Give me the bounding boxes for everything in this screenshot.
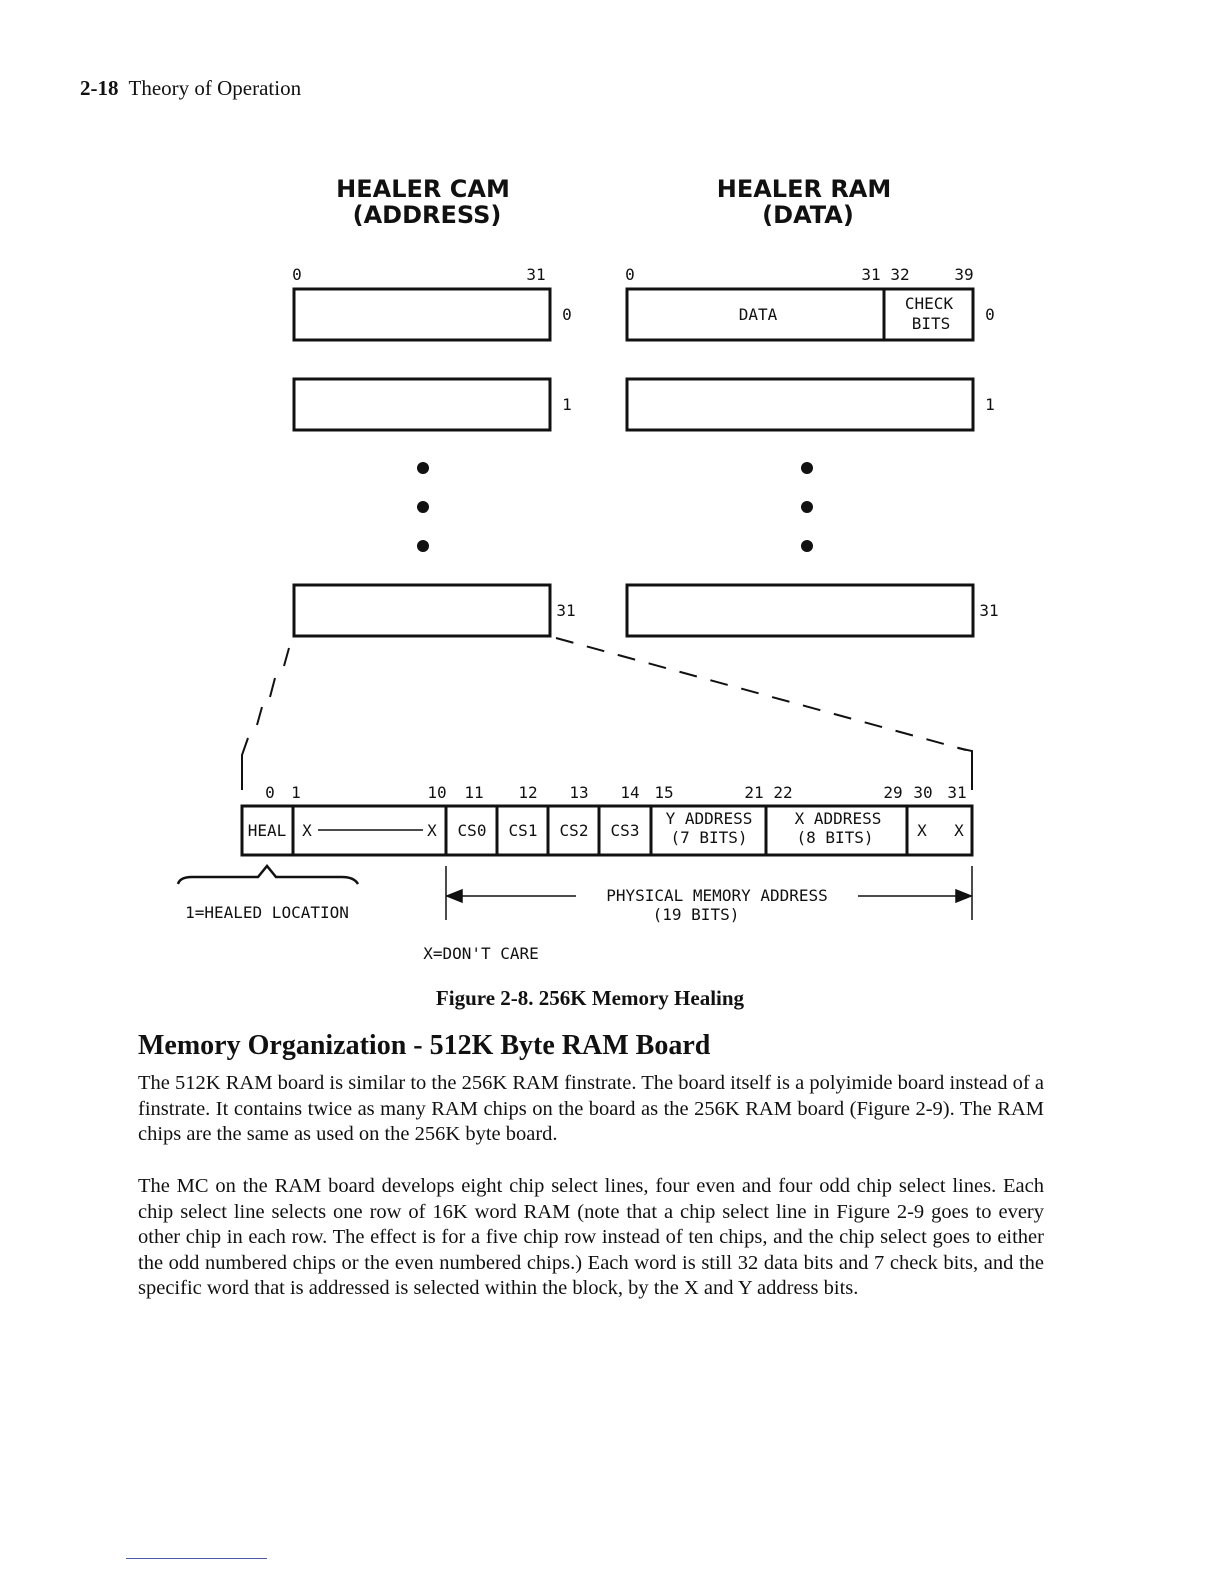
bit-pos-11: 11 xyxy=(464,783,484,802)
field-x-address-line2: (8 BITS) xyxy=(796,828,874,847)
bit-pos-14: 14 xyxy=(620,783,640,802)
bit-pos-31: 31 xyxy=(947,783,967,802)
field-cs0: CS0 xyxy=(457,821,487,840)
footer-rule xyxy=(126,1558,267,1559)
field-x-30: X xyxy=(917,821,927,840)
section-heading: Memory Organization - 512K Byte RAM Board xyxy=(138,1030,711,1061)
expansion-guide-right xyxy=(556,638,966,750)
ram-title-line2: (DATA) xyxy=(762,201,854,229)
healed-brace xyxy=(178,866,358,884)
ram-bit-0: 0 xyxy=(625,265,635,284)
page-number: 2-18 xyxy=(80,76,119,100)
field-y-address-line2: (7 BITS) xyxy=(670,828,748,847)
field-cs3: CS3 xyxy=(610,821,640,840)
cam-title-line2: (ADDRESS) xyxy=(352,201,502,229)
body-paragraph-1: The 512K RAM board is similar to the 256K RAM finstrate. The board itself is a polyimide board instead of a finstrate. It contains twice as many RAM chips on the board as the 256K RAM board (Figure 2-9). The RAM chips are the same as used on the 256K byte board. xyxy=(138,1072,1044,1145)
ram-check-line1: CHECK xyxy=(904,294,954,313)
bit-pos-29: 29 xyxy=(883,783,903,802)
ram-row-label-0: 0 xyxy=(985,305,995,324)
bit-pos-21: 21 xyxy=(744,783,764,802)
ram-ellipsis-dots xyxy=(801,462,813,552)
cam-row-label-0: 0 xyxy=(562,305,572,324)
dont-care-legend: X=DON'T CARE xyxy=(423,944,539,963)
ram-row-label-1: 1 xyxy=(985,395,995,414)
cam-bit-0: 0 xyxy=(292,265,302,284)
bit-pos-13: 13 xyxy=(569,783,589,802)
ram-bit-31: 31 xyxy=(861,265,881,284)
cam-title-line1: HEALER CAM xyxy=(336,175,510,203)
entry-bit-positions xyxy=(265,783,966,802)
bit-pos-30: 30 xyxy=(913,783,933,802)
cam-row-label-1: 1 xyxy=(562,395,572,414)
cam-row-31 xyxy=(294,585,550,636)
ram-title-line1: HEALER RAM xyxy=(716,175,892,203)
ram-data-field: DATA xyxy=(738,305,778,324)
bit-pos-1: 1 xyxy=(291,783,301,802)
cam-bit-31: 31 xyxy=(526,265,546,284)
figure-caption: Figure 2-8. 256K Memory Healing xyxy=(435,986,745,1010)
cam-ellipsis-dots xyxy=(417,462,429,552)
ram-row-1 xyxy=(627,379,973,430)
ram-row-31 xyxy=(627,585,973,636)
ram-bit-39: 39 xyxy=(954,265,974,284)
physical-address-line2: (19 BITS) xyxy=(652,905,740,924)
cam-row-0 xyxy=(294,289,550,340)
ram-row-label-31: 31 xyxy=(979,601,999,620)
field-heal: HEAL xyxy=(247,821,287,840)
field-y-address-line1: Y ADDRESS xyxy=(665,809,753,828)
cam-row-1 xyxy=(294,379,550,430)
bit-pos-15: 15 xyxy=(654,783,674,802)
ram-bit-32: 32 xyxy=(890,265,910,284)
field-x-start: X xyxy=(302,821,312,840)
field-x-end: X xyxy=(427,821,437,840)
field-x-31: X xyxy=(954,821,964,840)
bit-pos-22: 22 xyxy=(773,783,793,802)
section-title: Theory of Operation xyxy=(128,76,302,100)
expansion-guide-left xyxy=(242,648,289,790)
bit-pos-10: 10 xyxy=(427,783,447,802)
field-cs1: CS1 xyxy=(508,821,538,840)
healed-location-label: 1=HEALED LOCATION xyxy=(185,903,349,922)
bit-pos-12: 12 xyxy=(518,783,538,802)
ram-check-line2: BITS xyxy=(911,314,951,333)
field-x-address-line1: X ADDRESS xyxy=(794,809,882,828)
field-cs2: CS2 xyxy=(559,821,589,840)
bit-pos-0: 0 xyxy=(265,783,275,802)
cam-entry-format xyxy=(242,806,972,855)
physical-address-line1: PHYSICAL MEMORY ADDRESS xyxy=(606,886,828,905)
cam-row-label-31: 31 xyxy=(556,601,576,620)
body-paragraph-2: The MC on the RAM board develops eight chip select lines, four even and four odd chip select lines. Each chip select line selects one row of 16K word RAM (note that a chip select line in Figure 2-9 goes to every other chip in each row. The effect is for a five chip row instead of ten chips, and the chip select goes to either the odd numbered chips or the even numbered chips.) Each word is still 32 data bits and 7 check bits, and the specific word that is addressed is selected within the block, by the X and Y address bits. xyxy=(138,1175,1044,1299)
